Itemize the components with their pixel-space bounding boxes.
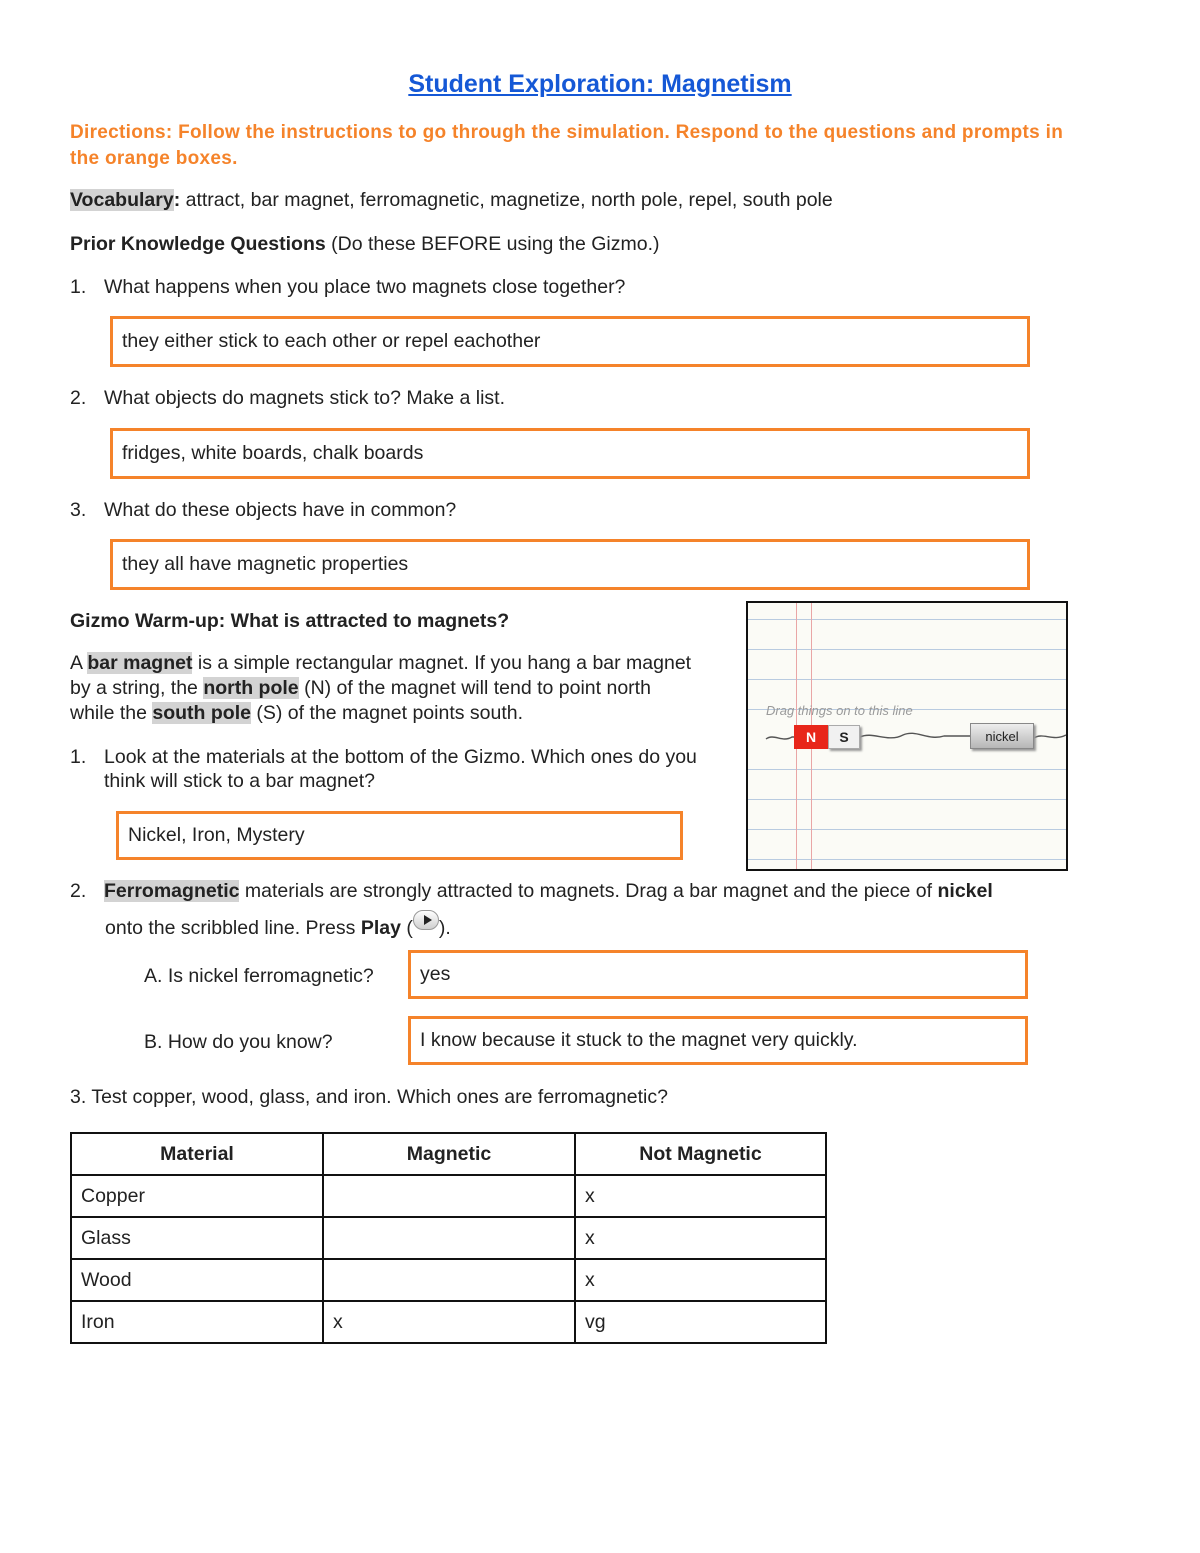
question-number: 1. — [70, 276, 87, 298]
answer-text: fridges, white boards, chalk boards — [122, 442, 424, 464]
intro-text: (N) of the magnet will tend to point north while the — [70, 677, 651, 724]
warmup-heading: Gizmo Warm-up: What is attracted to magnets? — [70, 610, 510, 632]
answer-text: Nickel, Iron, Mystery — [128, 824, 305, 846]
bar-magnet-north[interactable]: N — [794, 725, 828, 749]
table-cell[interactable]: Iron — [71, 1301, 323, 1343]
prior-knowledge-note: (Do these BEFORE using the Gizmo.) — [325, 233, 660, 255]
table-cell[interactable]: vg — [575, 1301, 826, 1343]
intro-text: (S) of the magnet points south. — [250, 702, 524, 724]
warmup-intro — [70, 651, 700, 726]
question — [70, 275, 625, 299]
question-continued — [105, 910, 451, 940]
table-row — [71, 1217, 826, 1259]
subquestion-b: B. How do you know? — [144, 1031, 333, 1053]
question-text: ). — [438, 917, 451, 939]
question-text: What objects do magnets stick to? Make a list. — [104, 387, 506, 409]
question-text: Look at the materials at the bottom of the Gizmo. Which ones do you think will stick to a bar magnet? — [104, 746, 697, 792]
prior-knowledge-heading-line — [70, 232, 660, 256]
bar-magnet-south[interactable]: S — [828, 725, 860, 749]
answer-text: they all have magnetic properties — [122, 553, 409, 575]
answer-box[interactable] — [408, 950, 1028, 999]
question-text: onto the scribbled line. Press — [105, 917, 361, 939]
table-cell[interactable]: Wood — [71, 1259, 323, 1301]
gizmo-screenshot — [746, 601, 1068, 871]
table-row — [71, 1259, 826, 1301]
column-header: Magnetic — [323, 1133, 575, 1175]
question-text: What happens when you place two magnets close together? — [104, 276, 626, 298]
north-pole-term: north pole — [203, 677, 299, 699]
answer-box[interactable] — [110, 539, 1030, 590]
question — [70, 745, 730, 793]
table-cell[interactable] — [323, 1259, 575, 1301]
table-row — [71, 1175, 826, 1217]
nickel-piece[interactable]: nickel — [970, 723, 1034, 749]
bar-magnet-term: bar magnet — [87, 652, 193, 674]
ferromagnetic-term: Ferromagnetic — [104, 880, 240, 902]
table-cell[interactable]: Copper — [71, 1175, 323, 1217]
column-header: Material — [71, 1133, 323, 1175]
vocabulary-colon: : — [173, 189, 181, 211]
play-term: Play — [360, 917, 401, 939]
answer-text: they either stick to each other or repel eachother — [122, 330, 541, 352]
answer-text: yes — [420, 963, 451, 985]
question-text: ( — [400, 917, 413, 939]
question-text: materials are strongly attracted to magnets. Drag a bar magnet and the piece of — [239, 880, 938, 902]
question-text: What do these objects have in common? — [104, 499, 457, 521]
answer-box[interactable] — [110, 316, 1030, 367]
prior-knowledge-heading: Prior Knowledge Questions — [70, 233, 326, 255]
table-cell[interactable]: x — [575, 1217, 826, 1259]
subquestion-a: A. Is nickel ferromagnetic? — [144, 965, 374, 987]
vocabulary-label: Vocabulary — [70, 189, 174, 211]
drag-hint: Drag things on to this line — [766, 703, 913, 718]
question — [70, 386, 505, 410]
intro-text: is a simple rectangular magnet. If you hang a bar magnet by a string, the — [70, 652, 692, 699]
table-header-row — [71, 1133, 826, 1175]
nickel-term: nickel — [937, 880, 993, 902]
table-cell[interactable]: x — [323, 1301, 575, 1343]
intro-text: A — [70, 652, 88, 674]
materials-table — [70, 1132, 827, 1344]
answer-text: I know because it stuck to the magnet very quickly. — [420, 1029, 858, 1051]
table-cell[interactable]: x — [575, 1175, 826, 1217]
vocabulary-line — [70, 188, 833, 212]
table-row — [71, 1301, 826, 1343]
play-icon[interactable] — [413, 910, 439, 930]
question — [70, 879, 993, 903]
answer-box[interactable] — [408, 1016, 1028, 1065]
south-pole-term: south pole — [152, 702, 251, 724]
question-number: 1. — [70, 746, 87, 768]
question-number: 2. — [70, 387, 87, 409]
table-cell[interactable]: Glass — [71, 1217, 323, 1259]
directions: Directions: Follow the instructions to go through the simulation. Respond to the questions and prompts in the orange boxes. — [70, 122, 1064, 169]
question: 3. Test copper, wood, glass, and iron. Which ones are ferromagnetic? — [70, 1086, 668, 1108]
question — [70, 498, 456, 522]
question-number: 2. — [70, 880, 87, 902]
table-cell[interactable] — [323, 1217, 575, 1259]
answer-box[interactable] — [110, 428, 1030, 479]
page-title: Student Exploration: Magnetism — [408, 70, 792, 98]
table-cell[interactable] — [323, 1175, 575, 1217]
question-number: 3. — [70, 499, 87, 521]
answer-box[interactable] — [116, 811, 683, 860]
vocabulary-terms: attract, bar magnet, ferromagnetic, magnetize, north pole, repel, south pole — [180, 189, 833, 211]
table-cell[interactable]: x — [575, 1259, 826, 1301]
column-header: Not Magnetic — [575, 1133, 826, 1175]
